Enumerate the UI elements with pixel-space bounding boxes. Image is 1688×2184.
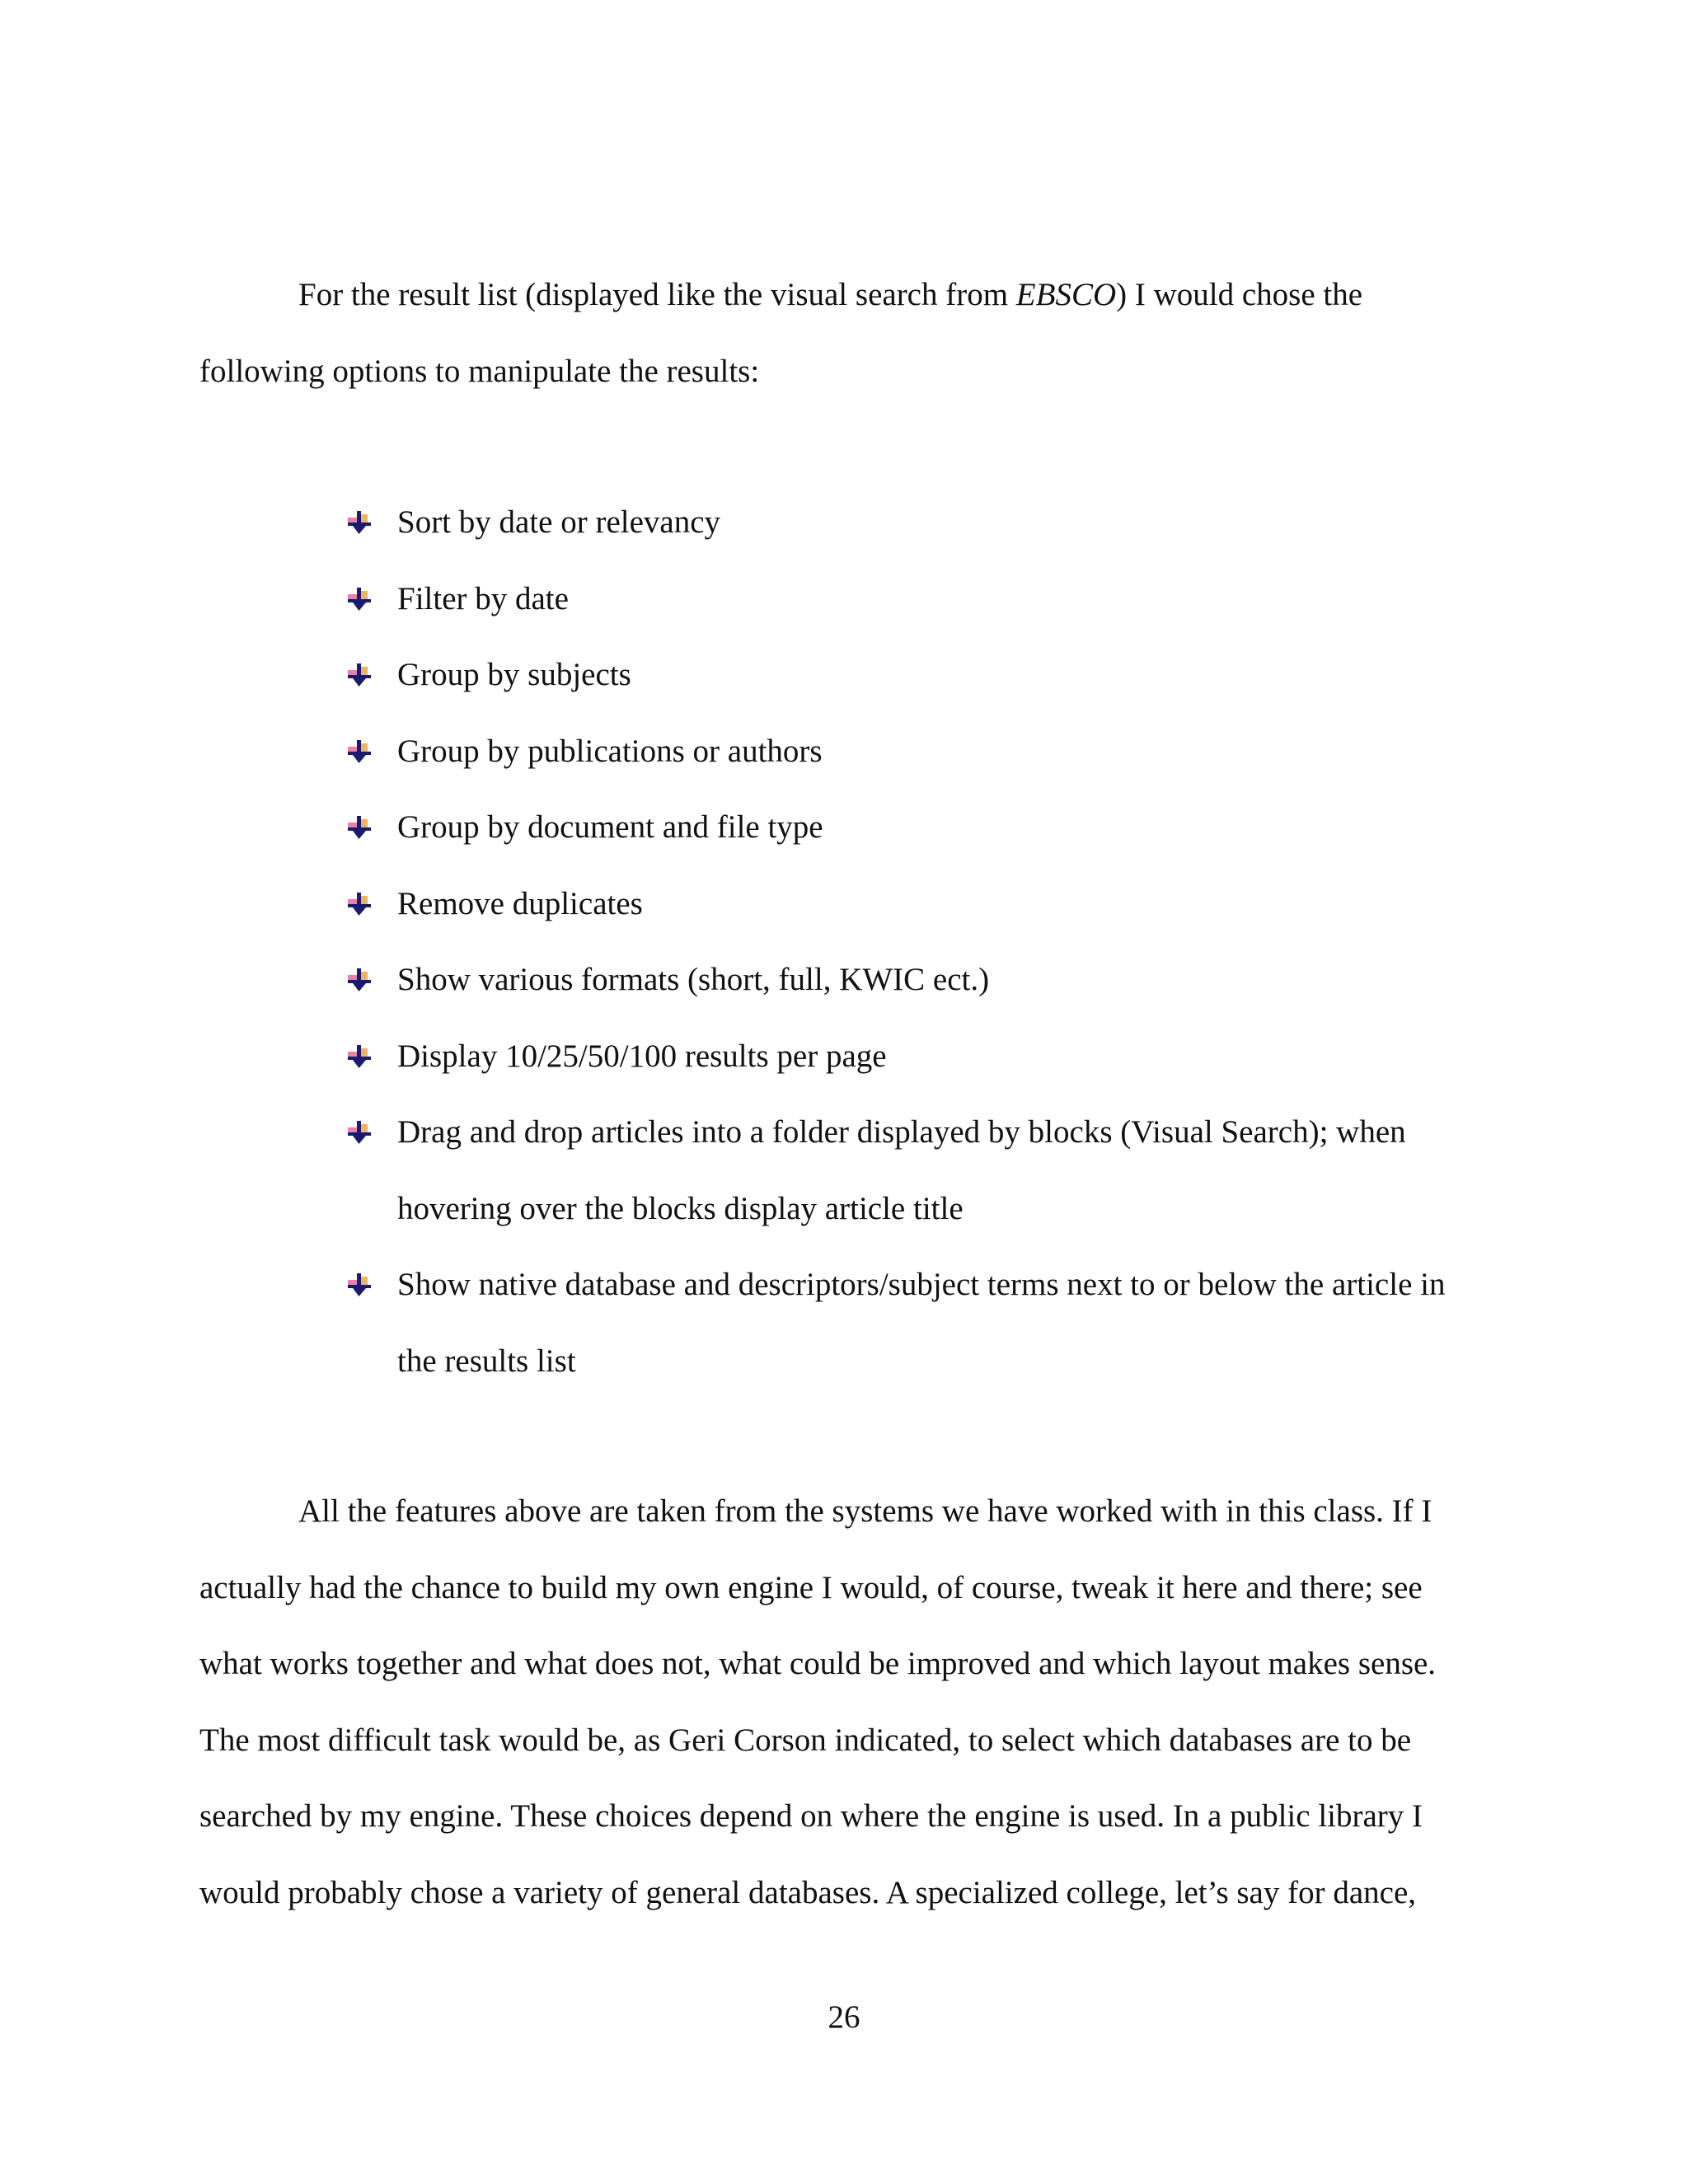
bullet-text-line: Show native database and descriptors/subject terms next to or below the article in [397,1267,1446,1302]
bullet-text-line: Group by subjects [397,657,631,692]
conclusion-paragraph [199,1474,1485,1931]
bullet-item [346,1019,1517,1095]
bullet-text-line: hovering over the blocks display article title [397,1190,964,1226]
intro-paragraph [199,257,1485,410]
bullet-text-line: Drag and drop articles into a folder displayed by blocks (Visual Search); when [397,1114,1406,1150]
bullet-text-line: Sort by date or relevancy [397,504,721,540]
arrow-down-bullet-icon [346,967,373,993]
bullet-text-line: the results list [397,1343,576,1379]
bullet-text-line: Group by publications or authors [397,733,823,769]
arrow-down-bullet-icon [346,814,373,841]
arrow-down-bullet-icon [346,891,373,917]
bullet-text-line: Display 10/25/50/100 results per page [397,1038,887,1074]
intro-line-2: following options to manipulate the results: [199,353,760,389]
ebsco-emphasis: EBSCO [1015,277,1117,312]
conclusion-line: what works together and what does not, what could be improved and which layout makes sense. [199,1646,1437,1681]
bullet-item [346,1247,1517,1399]
conclusion-line: The most difficult task would be, as Geri Corson indicated, to select which databases are to be [199,1722,1412,1758]
page-number: 26 [828,1999,860,2035]
conclusion-line: actually had the chance to build my own engine I would, of course, tweak it here and there; see [199,1569,1423,1605]
bullet-text-line: Filter by date [397,580,569,616]
bullet-item [346,790,1517,866]
conclusion-line: searched by my engine. These choices depend on where the engine is used. In a public library I [199,1798,1423,1834]
arrow-down-bullet-icon [346,1043,373,1070]
bullet-item [346,485,1517,561]
bullet-item [346,866,1517,943]
arrow-down-bullet-icon [346,509,373,536]
intro-text-start: For the result list (displayed like the visual search from [298,277,1016,312]
bullet-item [346,637,1517,714]
options-bullet-list [346,485,1517,1399]
conclusion-line: would probably chose a variety of general databases. A specialized college, let’s say for dance, [199,1874,1417,1910]
arrow-down-bullet-icon [346,662,373,688]
bullet-item [346,714,1517,790]
intro-text-end: ) I would chose the [1116,277,1363,312]
bullet-text-line: Group by document and file type [397,809,823,845]
conclusion-line: All the features above are taken from the systems we have worked with in this class. If I [298,1493,1432,1529]
arrow-down-bullet-icon [346,738,373,765]
arrow-down-bullet-icon [346,586,373,612]
arrow-down-bullet-icon [346,1119,373,1146]
arrow-down-bullet-icon [346,1272,373,1298]
bullet-text-line: Remove duplicates [397,885,643,921]
bullet-text-line: Show various formats (short, full, KWIC ect.) [397,962,990,997]
bullet-item [346,942,1517,1019]
bullet-item [346,1094,1517,1247]
intro-line-1 [199,257,1485,334]
bullet-item [346,561,1517,638]
